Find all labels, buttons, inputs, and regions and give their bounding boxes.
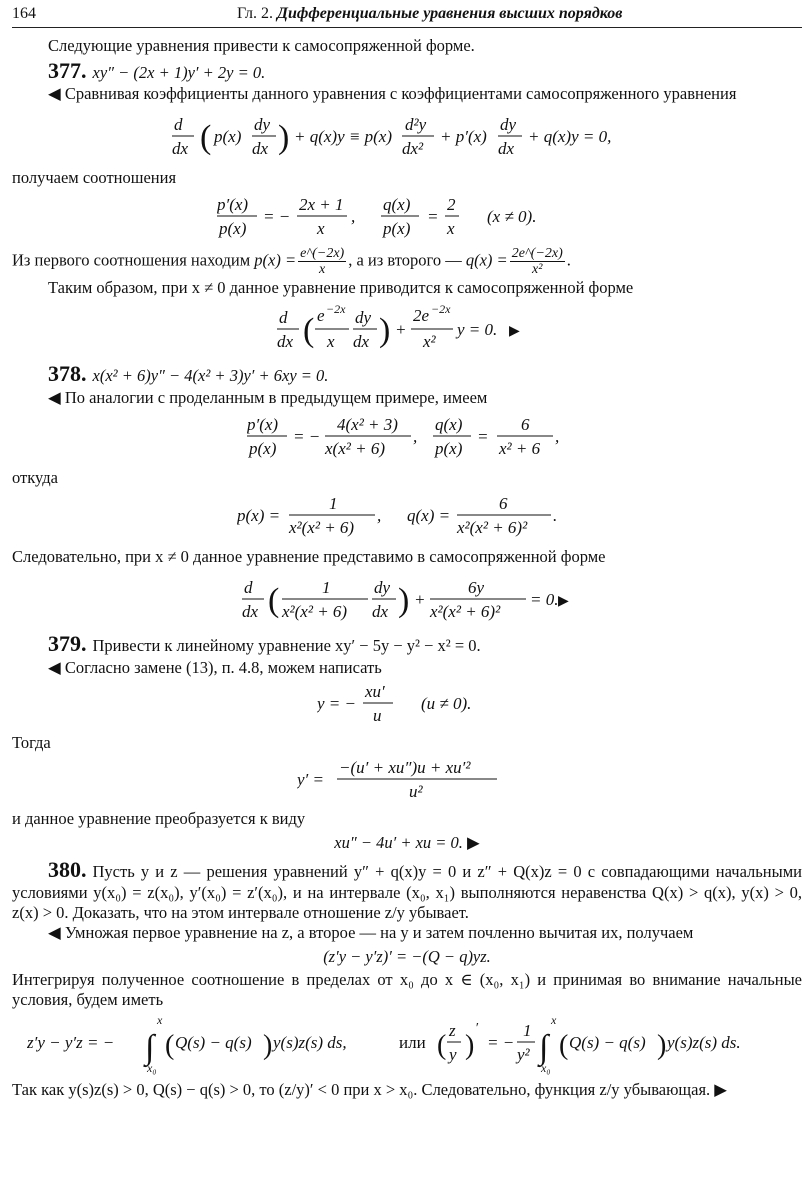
svg-text:(x ≠ 0).: (x ≠ 0).: [487, 206, 537, 226]
equation-graphic: [172, 108, 642, 164]
svg-text:x₀: x₀: [541, 1060, 551, 1075]
problem-number: 377.: [48, 57, 87, 83]
svg-text:y(s)z(s) ds.: y(s)z(s) ds.: [667, 1032, 741, 1052]
svg-text:d: d: [244, 578, 253, 598]
svg-text:6: 6: [521, 414, 530, 434]
svg-text:= −: = −: [487, 1032, 515, 1052]
svg-text:,: ,: [377, 506, 382, 526]
svg-text:dx: dx: [277, 332, 294, 352]
svg-text:dx: dx: [252, 138, 269, 158]
svg-text:dx²: dx²: [402, 138, 424, 158]
svg-text:2: 2: [447, 194, 456, 214]
svg-text:+: +: [414, 590, 426, 610]
svg-text:dy: dy: [500, 114, 517, 134]
thus-text: Таким образом, при x ≠ 0 данное уравнение приводится к самосопряженной форме: [48, 277, 634, 297]
svg-text:Q(s) − q(s): Q(s) − q(s): [175, 1032, 252, 1052]
solution-text: ◀ Согласно замене (13), п. 4.8, можем написать: [48, 657, 382, 677]
equation-graphic: [277, 301, 537, 357]
equation-graphic: [247, 412, 567, 464]
chapter-title: Дифференциальные уравнения высших порядков: [277, 5, 623, 22]
svg-text:x²(x² + 6)²: x²(x² + 6)²: [457, 518, 528, 538]
svg-text:(: (: [268, 582, 280, 620]
svg-text:▶: ▶: [509, 324, 520, 340]
svg-text:x²(x² + 6): x²(x² + 6): [289, 518, 355, 538]
svg-text:): ): [278, 118, 290, 156]
then-label: Тогда: [12, 733, 51, 753]
found-text: Из первого соотношения находим p(x) = $\frac{e\^{}(-2x)}{x}$ , а из второго — q(x) = $\frac{2e\^{}(-2x)}{\text{x²}}$ .: [12, 245, 571, 278]
svg-text:(: (: [437, 1029, 447, 1061]
svg-text:u²: u²: [409, 782, 423, 802]
svg-text:p(x) =: p(x) =: [237, 506, 281, 526]
svg-text:6: 6: [499, 494, 508, 514]
svg-text:d²y: d²y: [405, 114, 427, 134]
equation-sub-379: [12, 681, 802, 729]
svg-text:=: =: [427, 206, 439, 226]
solution-text: ◀ Умножая первое уравнение на z, а второе — на y и затем почленно вычитая их, получаем: [48, 922, 694, 942]
svg-text:(: (: [303, 312, 315, 350]
svg-text:x: x: [551, 1013, 557, 1027]
equation-sub-380: (z′y − y′z)′ = −(Q − q)yz.: [323, 946, 491, 966]
svg-text:−2x: −2x: [326, 302, 346, 317]
svg-text:y²: y²: [517, 1044, 530, 1064]
fraction: $\frac{e\^{}(-2x)}{x}$: [300, 245, 345, 278]
problem-number: 380.: [48, 856, 87, 882]
intro-text: Следующие уравнения привести к самосопряженной форме.: [48, 36, 475, 55]
svg-text:y′ =: y′ =: [297, 770, 324, 790]
svg-text:xu′: xu′: [365, 682, 385, 702]
svg-text:): ): [379, 312, 391, 350]
svg-text:−2x: −2x: [431, 302, 451, 317]
equation-relations-378: [12, 412, 802, 464]
equation-deriv-379: [12, 757, 802, 805]
problem-378: [12, 361, 802, 387]
svg-text:y(s)z(s) ds,: y(s)z(s) ds,: [273, 1032, 347, 1052]
svg-text:q(x) =: q(x) =: [407, 506, 451, 526]
svg-text:x² + 6: x² + 6: [499, 438, 541, 458]
svg-text:= −: = −: [263, 206, 291, 226]
equation-graphic: [317, 681, 497, 729]
running-header: [12, 3, 802, 28]
svg-text:p′(x): p′(x): [217, 194, 249, 214]
svg-text:p(x): p(x): [249, 438, 277, 458]
svg-text:x(x² + 6): x(x² + 6): [325, 438, 385, 458]
svg-text:+ p′(x): + p′(x): [440, 126, 487, 146]
svg-text:1: 1: [322, 578, 331, 598]
svg-text:p′(x): p′(x): [247, 414, 279, 434]
svg-text:=: =: [477, 426, 489, 446]
problem-equation: xy″ − (2x + 1)y′ + 2y = 0.: [92, 62, 266, 82]
svg-text:,: ,: [413, 426, 418, 446]
svg-text:+: +: [395, 320, 407, 340]
svg-text:∫: ∫: [539, 1028, 549, 1066]
svg-text:,: ,: [555, 426, 560, 446]
whence-label: откуда: [12, 467, 58, 487]
equation-integral: [12, 1014, 802, 1076]
problem-380: [12, 857, 802, 923]
svg-text:′: ′: [475, 1020, 479, 1036]
svg-text:p(x): p(x): [219, 218, 247, 238]
svg-text:= 0.: = 0.: [530, 590, 559, 610]
svg-text:q(x): q(x): [435, 414, 463, 434]
svg-text:(: (: [165, 1029, 175, 1061]
equation-graphic: [242, 571, 572, 627]
svg-text:x: x: [327, 332, 335, 352]
svg-text:1: 1: [523, 1020, 532, 1040]
svg-text:x: x: [317, 218, 325, 238]
svg-text:−(u′ + xu″)u + xu′²: −(u′ + xu″)u + xu′²: [339, 758, 471, 778]
svg-text:e: e: [317, 306, 325, 326]
svg-text:.: .: [553, 506, 558, 526]
problem-equation: x(x² + 6)y″ − 4(x² + 3)y′ + 6xy = 0.: [92, 366, 329, 386]
svg-text:): ): [657, 1029, 667, 1061]
integrating-text: Интегрируя полученное соотношение в пределах от x₀ до x ∈ (x₀, x₁) и принимая во внимание начальные условия, будем иметь: [12, 970, 802, 1010]
svg-text:= −: = −: [293, 426, 321, 446]
svg-text:,: ,: [351, 206, 356, 226]
page: [12, 0, 802, 1181]
svg-text:x₀: x₀: [147, 1060, 157, 1075]
svg-text:dy: dy: [254, 114, 271, 134]
svg-text:x²: x²: [423, 332, 436, 352]
svg-text:p(x): p(x): [383, 218, 411, 238]
svg-text:4(x² + 3): 4(x² + 3): [337, 414, 398, 434]
equation-graphic: [217, 192, 597, 242]
svg-text:dy: dy: [355, 308, 372, 328]
equation-result-377: [12, 301, 802, 357]
running-head: [237, 4, 622, 23]
svg-text:d: d: [174, 114, 183, 134]
svg-text:q(x): q(x): [383, 194, 411, 214]
equation-final-379: xu″ − 4u′ + xu = 0. ▶: [334, 832, 480, 852]
svg-text:2e: 2e: [413, 306, 430, 326]
problem-379: [12, 631, 802, 657]
svg-text:x²(x² + 6): x²(x² + 6): [282, 602, 348, 622]
svg-text:6y: 6y: [468, 578, 485, 598]
svg-text:dx: dx: [353, 332, 370, 352]
equation-graphic: [27, 1014, 787, 1076]
problem-number: 379.: [48, 631, 87, 657]
equation-graphic: [297, 757, 517, 805]
svg-text:dx: dx: [172, 138, 189, 158]
transforms-text: и данное уравнение преобразуется к виду: [12, 809, 306, 829]
svg-text:1: 1: [329, 494, 338, 514]
equation-result-378: [12, 571, 802, 627]
svg-text:d: d: [279, 308, 288, 328]
consequently-text: Следовательно, при x ≠ 0 данное уравнение представимо в самосопряженной форме: [12, 547, 606, 567]
svg-text:▶: ▶: [558, 594, 569, 610]
svg-text:z: z: [449, 1020, 456, 1040]
svg-text:или: или: [399, 1032, 426, 1052]
svg-text:x: x: [157, 1013, 163, 1027]
svg-text:dy: dy: [374, 578, 391, 598]
equation-pq-378: [12, 491, 802, 543]
equation-selfadjoint: [12, 108, 802, 164]
svg-text:2x + 1: 2x + 1: [299, 194, 344, 214]
svg-text:+ q(x)y ≡ p(x): + q(x)y ≡ p(x): [294, 126, 392, 146]
conclusion-text: Так как y(s)z(s) > 0, Q(s) − q(s) > 0, то (z/y)′ < 0 при x > x₀. Следовательно, функция z/y убывающая. ▶: [12, 1079, 727, 1099]
svg-text:z′y − y′z = −: z′y − y′z = −: [27, 1032, 115, 1052]
svg-text:(u ≠ 0).: (u ≠ 0).: [421, 694, 472, 714]
page-number: 164: [12, 5, 36, 22]
svg-text:u: u: [373, 706, 382, 726]
svg-text:+ q(x)y = 0,: + q(x)y = 0,: [528, 126, 612, 146]
svg-text:Q(s) − q(s): Q(s) − q(s): [569, 1032, 646, 1052]
svg-text:x: x: [447, 218, 455, 238]
svg-text:∫: ∫: [145, 1028, 155, 1066]
problem-statement: Пусть y и z — решения уравнений y″ + q(x)y = 0 и z″ + Q(x)z = 0 с совпадающими начальными условиями y(x₀) = z(x₀), y′(x₀) = z′(x₀), и на интервале (x₀, x₁) выполняются неравенства Q(x) > q(x), y(x) > 0, z(x) > 0. Доказать, что на этом интервале отношение z/y убывает.: [12, 861, 802, 922]
svg-text:): ): [263, 1029, 273, 1061]
svg-text:): ): [398, 582, 410, 620]
svg-text:(: (: [559, 1029, 569, 1061]
problem-377: [12, 58, 802, 84]
svg-text:p(x): p(x): [214, 126, 242, 146]
problem-statement: Привести к линейному уравнение xy′ − 5y − y² − x² = 0.: [92, 636, 481, 656]
svg-text:(: (: [200, 118, 212, 156]
equation-relations: [12, 192, 802, 242]
fraction: $\frac{2e\^{}(-2x)}{\text{x²}}$: [511, 245, 563, 278]
svg-text:y = −: y = −: [317, 694, 356, 714]
svg-text:dx: dx: [372, 602, 389, 622]
chapter-label: Гл. 2.: [237, 5, 274, 22]
svg-text:p(x): p(x): [435, 438, 463, 458]
svg-text:x²(x² + 6)²: x²(x² + 6)²: [430, 602, 501, 622]
svg-text:): ): [465, 1029, 475, 1061]
relations-label: получаем соотношения: [12, 167, 177, 187]
svg-text:y: y: [449, 1044, 457, 1064]
svg-text:y = 0.: y = 0.: [457, 320, 498, 340]
solution-text: ◀ По аналогии с проделанным в предыдущем примере, имеем: [48, 387, 488, 407]
solution-text: ◀ Сравнивая коэффициенты данного уравнения с коэффициентами самосопряженного уравнения: [48, 84, 737, 104]
svg-text:dx: dx: [498, 138, 515, 158]
svg-text:dx: dx: [242, 602, 259, 622]
problem-number: 378.: [48, 361, 87, 387]
equation-graphic: [237, 491, 577, 543]
